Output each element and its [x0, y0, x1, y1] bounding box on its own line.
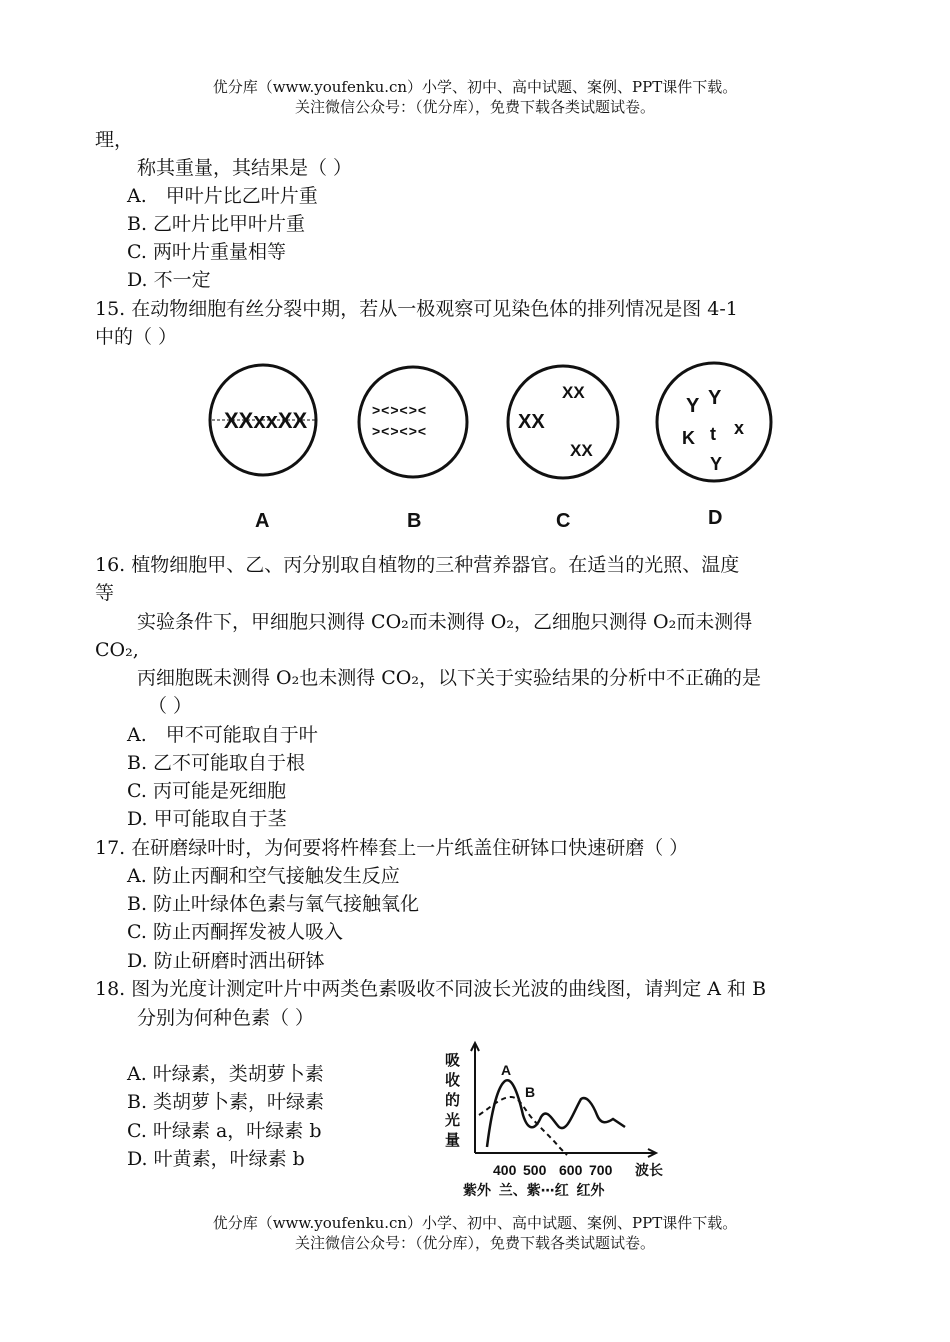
cell-a-label: A: [255, 510, 270, 532]
q18-option-d: D. 叶黄素，叶绿素 b: [127, 1148, 305, 1170]
q18-option-b: B. 类胡萝卜素，叶绿素: [127, 1091, 325, 1113]
cell-c-chromosomes-3: XX: [570, 441, 593, 460]
q17-option-d: D. 防止研磨时洒出研钵: [127, 950, 325, 972]
graph-y-label-4: 光: [445, 1112, 461, 1129]
page-footer-line-1: 优分库（www.youfenku.cn）小学、初中、高中试题、案例、PPT课件下载。: [212, 1214, 738, 1232]
q15-stem-line-2: 中的（ ）: [95, 326, 178, 348]
graph-y-label-2: 收: [445, 1072, 461, 1089]
x-axis-label: 波长: [635, 1162, 663, 1178]
cell-b-chromosomes-top: ><><><: [372, 402, 428, 418]
q17-option-c: C. 防止丙酮挥发被人吸入: [127, 921, 343, 943]
q14-continuation-2: 称其重量，其结果是（ ）: [137, 157, 353, 179]
cell-a-chromosomes: XXxxXX: [224, 408, 308, 433]
x-tick-500: 500: [523, 1162, 547, 1178]
cell-d-chromosomes-1: Y: [686, 395, 700, 417]
q16-option-d: D. 甲可能取自于茎: [127, 808, 287, 830]
page-header-line-1: 优分库（www.youfenku.cn）小学、初中、高中试题、案例、PPT课件下载。: [212, 78, 738, 96]
cell-b-outline: [359, 367, 467, 477]
q16-stem-line-4: CO₂,: [95, 639, 139, 661]
cell-c-chromosomes-1: XX: [562, 383, 585, 402]
q16-stem-line-5: 丙细胞既未测得 O₂也未测得 CO₂，以下关于实验结果的分析中不正确的是: [137, 667, 762, 689]
page-footer-line-2: 关注微信公众号：（优分库），免费下载各类试题试卷。: [294, 1234, 655, 1252]
q16-stem-line-6: （ ）: [148, 695, 193, 717]
q16-option-c: C. 丙可能是死细胞: [127, 780, 286, 802]
graph-y-label-5: 量: [445, 1132, 461, 1149]
curve-b-label: B: [525, 1084, 536, 1100]
q18-option-a: A. 叶绿素，类胡萝卜素: [127, 1063, 324, 1085]
q17-option-a: A. 防止丙酮和空气接触发生反应: [127, 865, 400, 887]
cell-d-chromosomes-3: K: [682, 428, 695, 448]
q17-stem: 17. 在研磨绿叶时，为何要将杵棒套上一片纸盖住研钵口快速研磨（ ）: [95, 837, 689, 859]
cell-c-label: C: [556, 510, 571, 532]
curve-a: [487, 1080, 625, 1147]
q16-stem-line-3: 实验条件下，甲细胞只测得 CO₂而未测得 O₂，乙细胞只测得 O₂而未测得: [137, 611, 753, 633]
cell-d-chromosomes-2: Y: [708, 387, 722, 409]
q14-option-c: C. 两叶片重量相等: [127, 241, 286, 263]
q16-option-b: B. 乙不可能取自于根: [127, 752, 306, 774]
x-tick-600: 600: [559, 1162, 583, 1178]
q14-continuation-1: 理，: [95, 129, 134, 151]
q18-absorption-graph: [435, 1035, 690, 1205]
x-tick-700: 700: [589, 1162, 613, 1178]
graph-axes: [471, 1043, 656, 1157]
cell-c-chromosomes-2: XX: [518, 411, 545, 433]
q16-option-a: A. 甲不可能取自于叶: [127, 724, 318, 746]
q16-stem-line-1: 16. 植物细胞甲、乙、丙分别取自植物的三种营养器官。在适当的光照、温度: [95, 554, 740, 576]
q14-option-a: A. 甲叶片比乙叶片重: [127, 185, 318, 207]
cell-d-label: D: [708, 507, 723, 529]
cell-d-chromosomes-5: x: [734, 418, 745, 438]
q18-stem-line-2: 分别为何种色素（ ）: [137, 1007, 315, 1029]
graph-region-labels: 紫外 兰、紫⋯红 红外: [463, 1182, 605, 1198]
curve-b: [479, 1097, 567, 1155]
curve-a-label: A: [501, 1062, 512, 1078]
page-header-line-2: 关注微信公众号：（优分库），免费下载各类试题试卷。: [294, 98, 655, 116]
q16-stem-line-2: 等: [95, 582, 115, 604]
q18-option-c: C. 叶绿素 a，叶绿素 b: [127, 1120, 322, 1142]
q15-cell-figure: [200, 352, 745, 537]
q14-option-d: D. 不一定: [127, 269, 211, 291]
cell-b-label: B: [407, 510, 422, 532]
cell-d-chromosomes-4: t: [710, 424, 716, 444]
q18-stem-line-1: 18. 图为光度计测定叶片中两类色素吸收不同波长光波的曲线图，请判定 A 和 B: [95, 978, 767, 1000]
cell-d-chromosomes-6: Y: [710, 454, 723, 474]
q15-stem-line-1: 15. 在动物细胞有丝分裂中期，若从一极观察可见染色体的排列情况是图 4-1: [95, 298, 738, 320]
x-tick-400: 400: [493, 1162, 517, 1178]
cell-b-chromosomes-bottom: ><><><: [372, 423, 428, 439]
graph-y-label-3: 的: [445, 1092, 461, 1109]
q14-option-b: B. 乙叶片比甲叶片重: [127, 213, 306, 235]
graph-y-label-1: 吸: [445, 1052, 461, 1069]
q17-option-b: B. 防止叶绿体色素与氧气接触氧化: [127, 893, 420, 915]
